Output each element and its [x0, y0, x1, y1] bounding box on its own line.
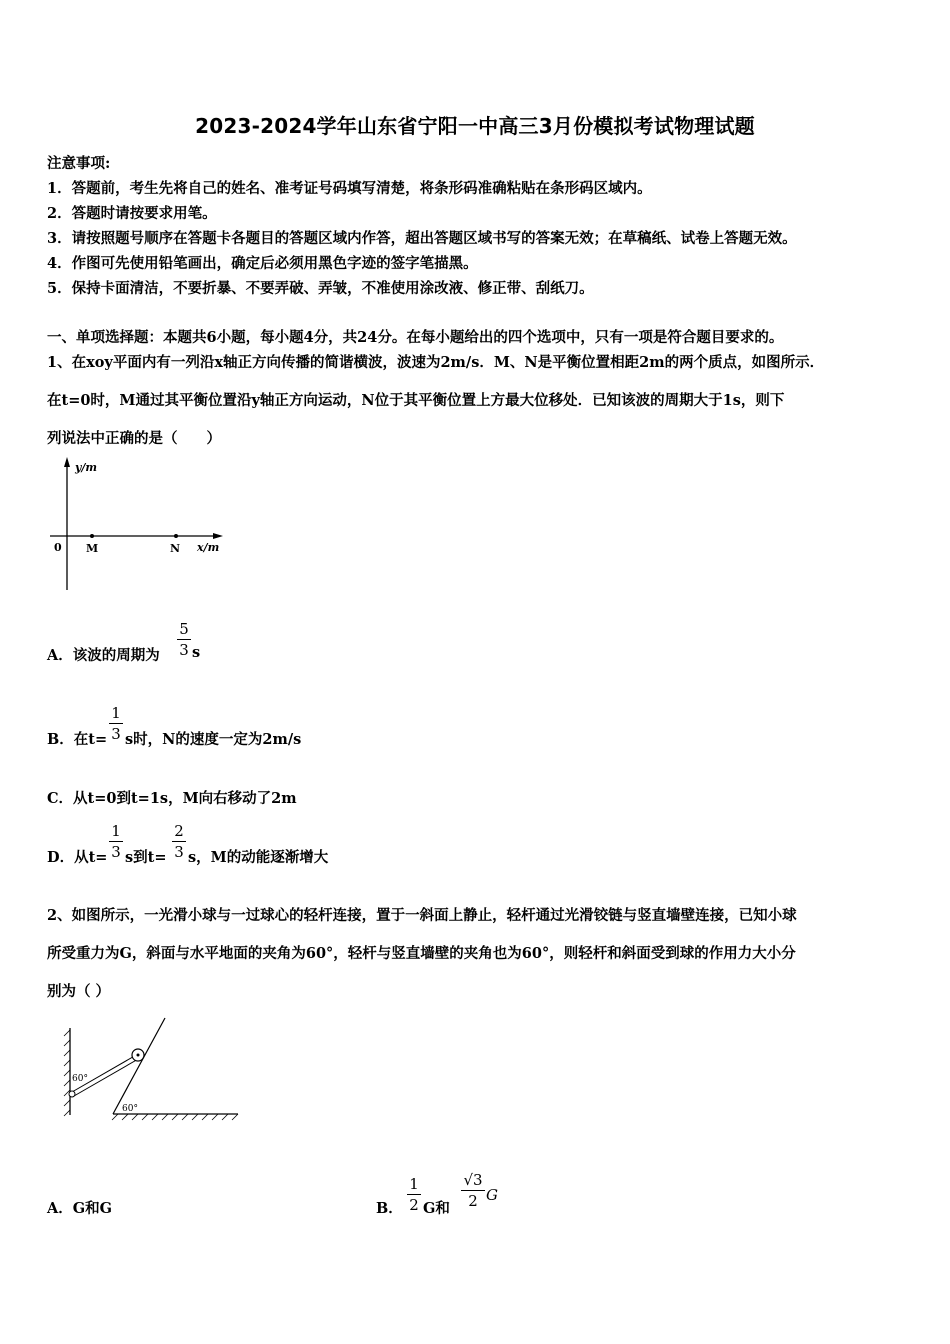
- notice-item: 2．答题时请按要求用笔。: [47, 205, 217, 222]
- x-axis-arrow-icon: [213, 533, 223, 539]
- wall-hatching: [64, 1030, 70, 1116]
- q1-option-d-rest: s，M的动能逐渐增大: [188, 849, 329, 866]
- fraction: [109, 704, 123, 743]
- fraction: [461, 1171, 485, 1210]
- n-label: N: [170, 542, 181, 555]
- y-axis-arrow-icon: [64, 457, 70, 467]
- fraction-denominator: 3: [174, 843, 184, 861]
- wave-axes-figure: [45, 455, 235, 595]
- notice-item: 1．答题前，考生先将自己的姓名、准考证号码填写清楚，将条形码准确粘贴在条形码区域内。: [47, 180, 652, 197]
- fraction-bar: [407, 1194, 421, 1195]
- section-heading: 一、单项选择题：本题共6小题，每小题4分，共24分。在每小题给出的四个选项中，只有一项是符合题目要求的。: [47, 329, 784, 346]
- fraction-numerator: √3: [463, 1171, 483, 1189]
- fraction-numerator: 1: [409, 1175, 419, 1193]
- fraction-bar: [177, 639, 191, 640]
- question-1-line-1: 1、在xoy平面内有一列沿x轴正方向传播的简谐横波，波速为2m/s．M、N是平衡位置相距2m的两个质点，如图所示．: [47, 354, 825, 371]
- q1-option-b-text: B．在t=: [47, 731, 108, 748]
- fraction: [407, 1175, 421, 1214]
- fraction-bar: [172, 841, 186, 842]
- fraction-denominator: 2: [409, 1196, 419, 1214]
- q1-option-b-rest: s时，N的速度一定为2m/s: [125, 731, 302, 748]
- fraction-numerator: 2: [174, 822, 184, 840]
- fraction-numerator: 1: [111, 704, 121, 722]
- q2-option-b-g: G: [486, 1186, 498, 1204]
- fraction: [172, 822, 186, 861]
- fraction: [109, 822, 123, 861]
- fraction-denominator: 2: [468, 1192, 478, 1210]
- notice-item: 3．请按照题号顺序在答题卡各题目的答题区域内作答，超出答题区域书写的答案无效；在草稿纸、试卷上答题无效。: [47, 230, 797, 247]
- fraction-denominator: 3: [179, 641, 189, 659]
- m-label: M: [86, 542, 99, 555]
- x-axis-label: x/m: [197, 541, 220, 554]
- q1-option-d-mid: s到t=: [125, 849, 167, 866]
- fraction-denominator: 3: [111, 843, 121, 861]
- q1-option-a-unit: s: [192, 644, 201, 661]
- point-m: [90, 534, 94, 538]
- ball-center: [137, 1054, 140, 1057]
- q2-option-b-mid: G和: [423, 1200, 450, 1217]
- notice-item: 5．保持卡面清洁，不要折暴、不要弄破、弄皱，不准使用涂改液、修正带、刮纸刀。: [47, 280, 594, 297]
- question-1-line-2: 在t=0时，M通过其平衡位置沿y轴正方向运动，N位于其平衡位置上方最大位移处．已知该波的周期大于1s，则下: [47, 392, 785, 409]
- ground-hatching: [112, 1114, 238, 1120]
- slope-angle-label: 60°: [122, 1104, 138, 1114]
- fraction-bar: [109, 723, 123, 724]
- q1-option-c: C．从t=0到t=1s，M向右移动了2m: [47, 790, 297, 807]
- fraction-denominator: 3: [111, 725, 121, 743]
- q2-option-a: A．G和G: [47, 1200, 113, 1217]
- wall-angle-label: 60°: [72, 1074, 88, 1084]
- point-n: [174, 534, 178, 538]
- hinge: [69, 1091, 75, 1097]
- slope: [113, 1018, 165, 1114]
- rod-ball-slope-figure: [60, 1010, 245, 1125]
- fraction-bar: [109, 841, 123, 842]
- page-title: 2023-2024学年山东省宁阳一中高三3月份模拟考试物理试题: [195, 114, 755, 138]
- fraction-numerator: 5: [179, 620, 189, 638]
- q1-option-d-text: D．从t=: [47, 849, 108, 866]
- notice-item: 4．作图可先使用铅笔画出，确定后必须用黑色字迹的签字笔描黑。: [47, 255, 478, 272]
- question-2-line-1: 2、如图所示，一光滑小球与一过球心的轻杆连接，置于一斜面上静止，轻杆通过光滑铰链与竖直墙壁连接，已知小球: [47, 907, 797, 924]
- notice-heading: 注意事项:: [47, 155, 111, 172]
- fraction-numerator: 1: [111, 822, 121, 840]
- q1-option-a-text: A．该波的周期为: [47, 647, 160, 664]
- question-1-line-3: 列说法中正确的是（ ）: [47, 430, 221, 447]
- question-2-line-3: 别为（ ）: [47, 983, 111, 1000]
- fraction-bar: [461, 1190, 485, 1191]
- fraction: [177, 620, 191, 659]
- q2-option-b-label: B．: [376, 1200, 403, 1217]
- origin-label: 0: [54, 541, 62, 554]
- y-axis-label: y/m: [75, 461, 98, 474]
- question-2-line-2: 所受重力为G，斜面与水平地面的夹角为60°，轻杆与竖直墙壁的夹角也为60°，则轻杆和斜面受到球的作用力大小分: [47, 945, 796, 962]
